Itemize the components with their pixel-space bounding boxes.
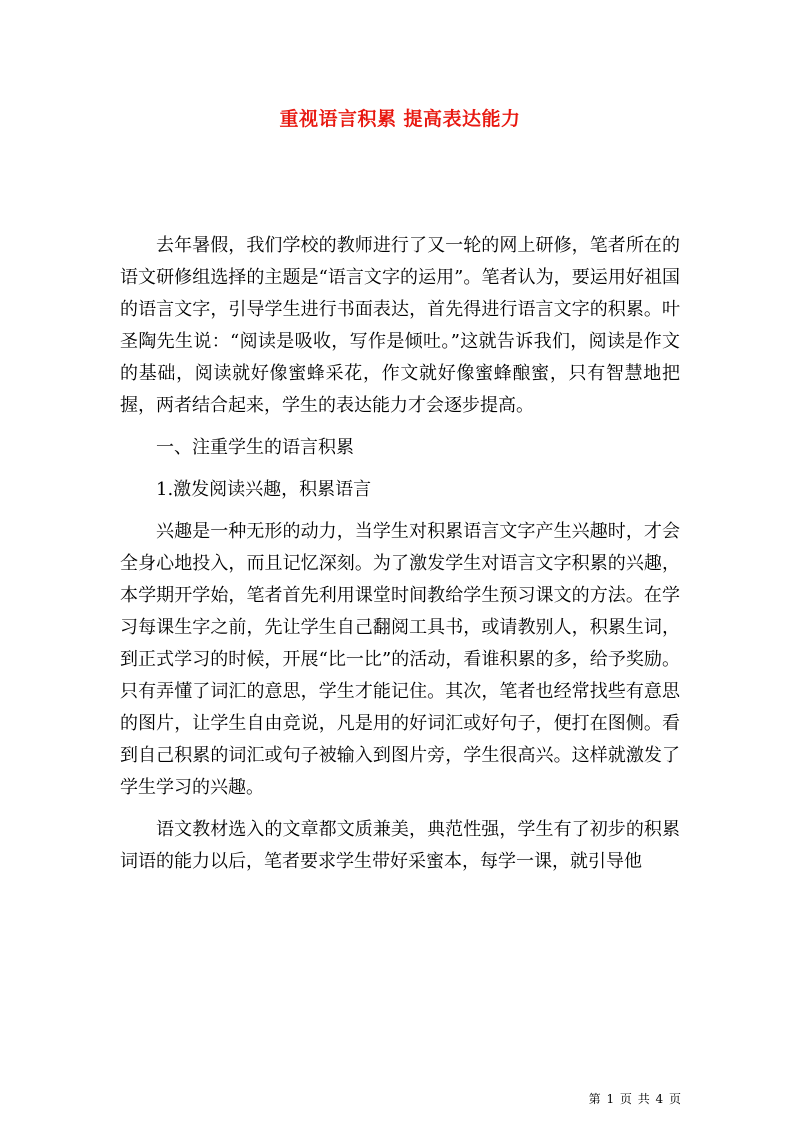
subsection-heading: 1.激发阅读兴趣，积累语言 bbox=[156, 479, 372, 500]
page-number-label: 第 1 页 共 4 页 bbox=[588, 1092, 682, 1106]
paragraph-textbook: 语文教材选入的文章都文质兼美，典范性强，学生有了初步的积累词语的能力以后，笔者要求学生带好采蜜本，每学一课，就引导他 bbox=[120, 819, 680, 872]
section-heading: 一、注重学生的语言积累 bbox=[156, 437, 354, 458]
document-title: 重视语言积累 提高表达能力 bbox=[279, 108, 521, 130]
page-number-footer bbox=[589, 1090, 682, 1107]
paragraph-interest: 兴趣是一种无形的动力，当学生对积累语言文字产生兴趣时，才会全身心地投入，而且记忆深刻。为了激发学生对语言文字积累的兴趣，本学期开学始，笔者首先利用课堂时间教给学生预习课文的方法。在学习每课生字之前，先让学生自己翻阅工具书，或请教别人，积累生词，到正式学习的时候，开展“比一比”的活动，看谁积累的多，给予奖励。只有弄懂了词汇的意思，学生才能记住。其次，笔者也经常找些有意思的图片，让学生自由竞说，凡是用的好词汇或好句子，便打在图侧。看到自己积累的词汇或句子被输入到图片旁，学生很高兴。这样就激发了学生学习的兴趣。 bbox=[120, 521, 680, 798]
document-body bbox=[120, 230, 680, 888]
paragraph-intro: 去年暑假，我们学校的教师进行了又一轮的网上研修，笔者所在的语文研修组选择的主题是“语言文字的运用”。笔者认为，要运用好祖国的语言文字，引导学生进行书面表达，首先得进行语言文字的积累。叶圣陶先生说：“阅读是吸收，写作是倾吐。”这就告诉我们，阅读是作文的基础，阅读就好像蜜蜂采花，作文就好像蜜蜂酿蜜，只有智慧地把握，两者结合起来，学生的表达能力才会逐步提高。 bbox=[120, 235, 680, 416]
